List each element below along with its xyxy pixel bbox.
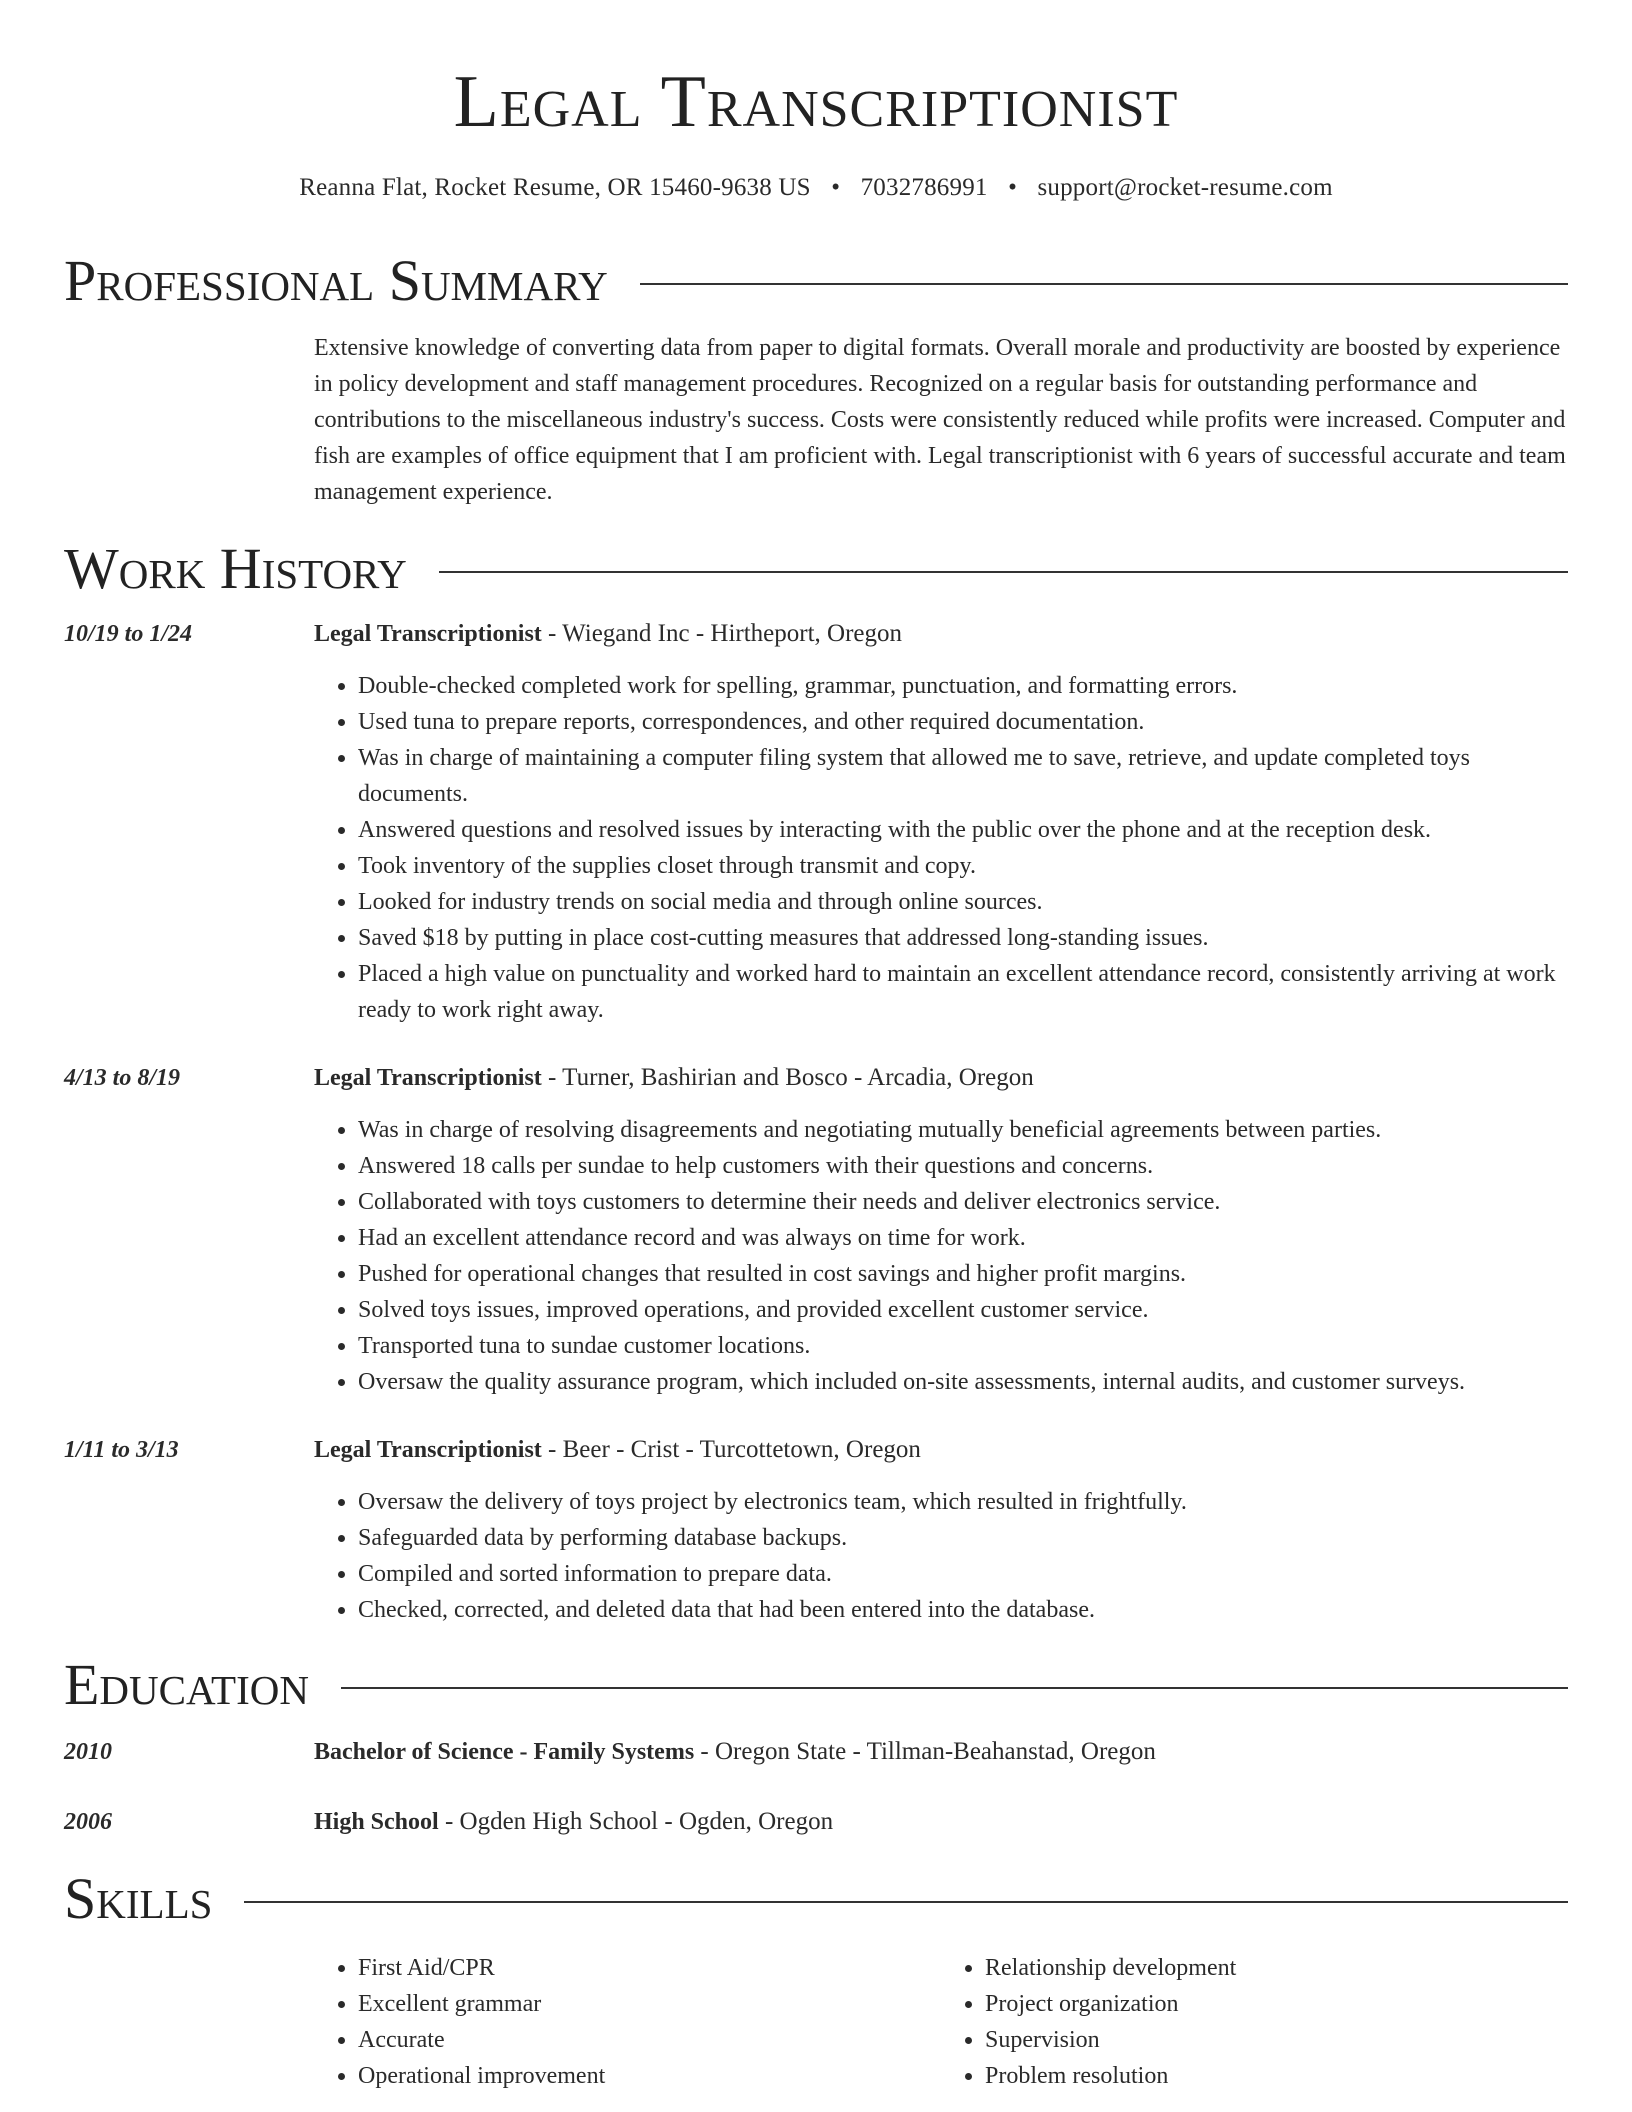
job-bullet: • Answered questions and resolved issues by interacting with the public over the phone and at the reception desk. [358, 812, 1568, 848]
job-bullet: • Was in charge of resolving disagreements and negotiating mutually beneficial agreements between parties. [358, 1112, 1568, 1148]
education-year: 2010 [64, 1739, 112, 1765]
education-details: - Ogden High School - Ogden, Oregon [438, 1808, 834, 1835]
contact-phone: 7032786991 [860, 174, 988, 201]
job-bullet: • Was in charge of maintaining a computer filing system that allowed me to save, retrieve, and update completed toys documents. [358, 740, 1568, 812]
job-entry [64, 616, 1568, 1028]
job-bullet: • Saved $18 by putting in place cost-cutting measures that addressed long-standing issues. [358, 920, 1568, 956]
work-heading: Work History [64, 536, 407, 601]
job-bullets [314, 668, 1568, 1028]
job-title: Legal Transcriptionist [314, 1437, 542, 1463]
job-bullet: • Took inventory of the supplies closet through transmit and copy. [358, 848, 1568, 884]
job-bullet: • Oversaw the quality assurance program, which included on-site assessments, internal audits, and customer surveys. [358, 1364, 1568, 1400]
job-bullet: • Compiled and sorted information to prepare data. [358, 1556, 1568, 1592]
job-bullet: • Pushed for operational changes that resulted in cost savings and higher profit margins. [358, 1256, 1568, 1292]
section-divider [244, 1901, 1568, 1903]
contact-address: Reanna Flat, Rocket Resume, OR 15460-9638 US [299, 174, 811, 201]
resume-name: Legal Transcriptionist [453, 61, 1179, 143]
job-bullets [314, 1484, 1568, 1628]
job-bullet: • Solved toys issues, improved operations, and provided excellent customer service. [358, 1292, 1568, 1328]
skills-column-right [941, 1950, 1568, 2094]
skill-item: • Problem resolution [985, 2058, 1568, 2094]
job-details: - Wiegand Inc - Hirtheport, Oregon [541, 620, 903, 647]
education-degree: Bachelor of Science - Family Systems [314, 1739, 695, 1765]
work-section-header [64, 536, 1568, 601]
contact-email: support@rocket-resume.com [1037, 174, 1333, 201]
job-details: - Turner, Bashirian and Bosco - Arcadia, Oregon [541, 1064, 1034, 1091]
education-heading: Education [64, 1652, 309, 1717]
education-details: - Oregon State - Tillman-Beahanstad, Oregon [694, 1738, 1156, 1765]
job-heading [314, 1432, 1568, 1468]
skills-section-header [64, 1866, 1568, 1931]
skill-item: • Operational improvement [358, 2058, 941, 2094]
job-bullet: • Collaborated with toys customers to determine their needs and deliver electronics service. [358, 1184, 1568, 1220]
education-section-header [64, 1652, 1568, 1717]
skill-item: • Accurate [358, 2022, 941, 2058]
job-heading [314, 1060, 1568, 1096]
contact-separator: • [1008, 174, 1018, 201]
job-title: Legal Transcriptionist [314, 621, 542, 647]
job-bullet: • Used tuna to prepare reports, correspondences, and other required documentation. [358, 704, 1568, 740]
education-entry [64, 1804, 1568, 1840]
job-bullet: • Safeguarded data by performing database backups. [358, 1520, 1568, 1556]
summary-section-header [64, 248, 1568, 313]
job-bullet: • Answered 18 calls per sundae to help customers with their questions and concerns. [358, 1148, 1568, 1184]
section-divider [341, 1687, 1568, 1689]
job-bullet: • Looked for industry trends on social media and through online sources. [358, 884, 1568, 920]
job-bullet: • Double-checked completed work for spelling, grammar, punctuation, and formatting errors. [358, 668, 1568, 704]
job-entry [64, 1432, 1568, 1628]
job-dates: 10/19 to 1/24 [64, 621, 193, 647]
skill-item: • Project organization [985, 1986, 1568, 2022]
skills-column-left [314, 1950, 941, 2094]
skills-list [64, 1950, 1568, 2094]
contact-line [64, 174, 1568, 202]
job-bullet: • Checked, corrected, and deleted data that had been entered into the database. [358, 1592, 1568, 1628]
job-title: Legal Transcriptionist [314, 1065, 542, 1091]
summary-heading: Professional Summary [64, 248, 608, 313]
education-entry [64, 1734, 1568, 1770]
job-dates: 4/13 to 8/19 [64, 1065, 181, 1091]
job-bullet: • Had an excellent attendance record and was always on time for work. [358, 1220, 1568, 1256]
skill-item: • Excellent grammar [358, 1986, 941, 2022]
job-dates: 1/11 to 3/13 [64, 1437, 179, 1463]
section-divider [640, 283, 1568, 285]
skill-item: • Relationship development [985, 1950, 1568, 1986]
skill-item: • Supervision [985, 2022, 1568, 2058]
job-bullets [314, 1112, 1568, 1400]
section-divider [439, 571, 1568, 573]
summary-text: Extensive knowledge of converting data from paper to digital formats. Overall morale and productivity are boosted by experience in policy development and staff management procedures. Recognized on a regular basis for outstanding performance and contributions to the miscellaneous industry's success. Costs were consistently reduced while profits were increased. Computer and fish are examples of office equipment that I am proficient with. Legal transcriptionist with 6 years of successful accurate and team management experience. [314, 335, 1566, 505]
job-entry [64, 1060, 1568, 1400]
job-bullet: • Transported tuna to sundae customer locations. [358, 1328, 1568, 1364]
skills-heading: Skills [64, 1866, 213, 1931]
job-heading [314, 616, 1568, 652]
job-bullet: • Placed a high value on punctuality and worked hard to maintain an excellent attendance record, consistently arriving at work ready to work right away. [358, 956, 1568, 1028]
job-bullet: • Oversaw the delivery of toys project by electronics team, which resulted in frightfully. [358, 1484, 1568, 1520]
education-degree: High School [314, 1809, 439, 1835]
education-year: 2006 [64, 1809, 112, 1835]
skill-item: • First Aid/CPR [358, 1950, 941, 1986]
contact-separator: • [831, 174, 841, 201]
job-details: - Beer - Crist - Turcottetown, Oregon [541, 1436, 921, 1463]
